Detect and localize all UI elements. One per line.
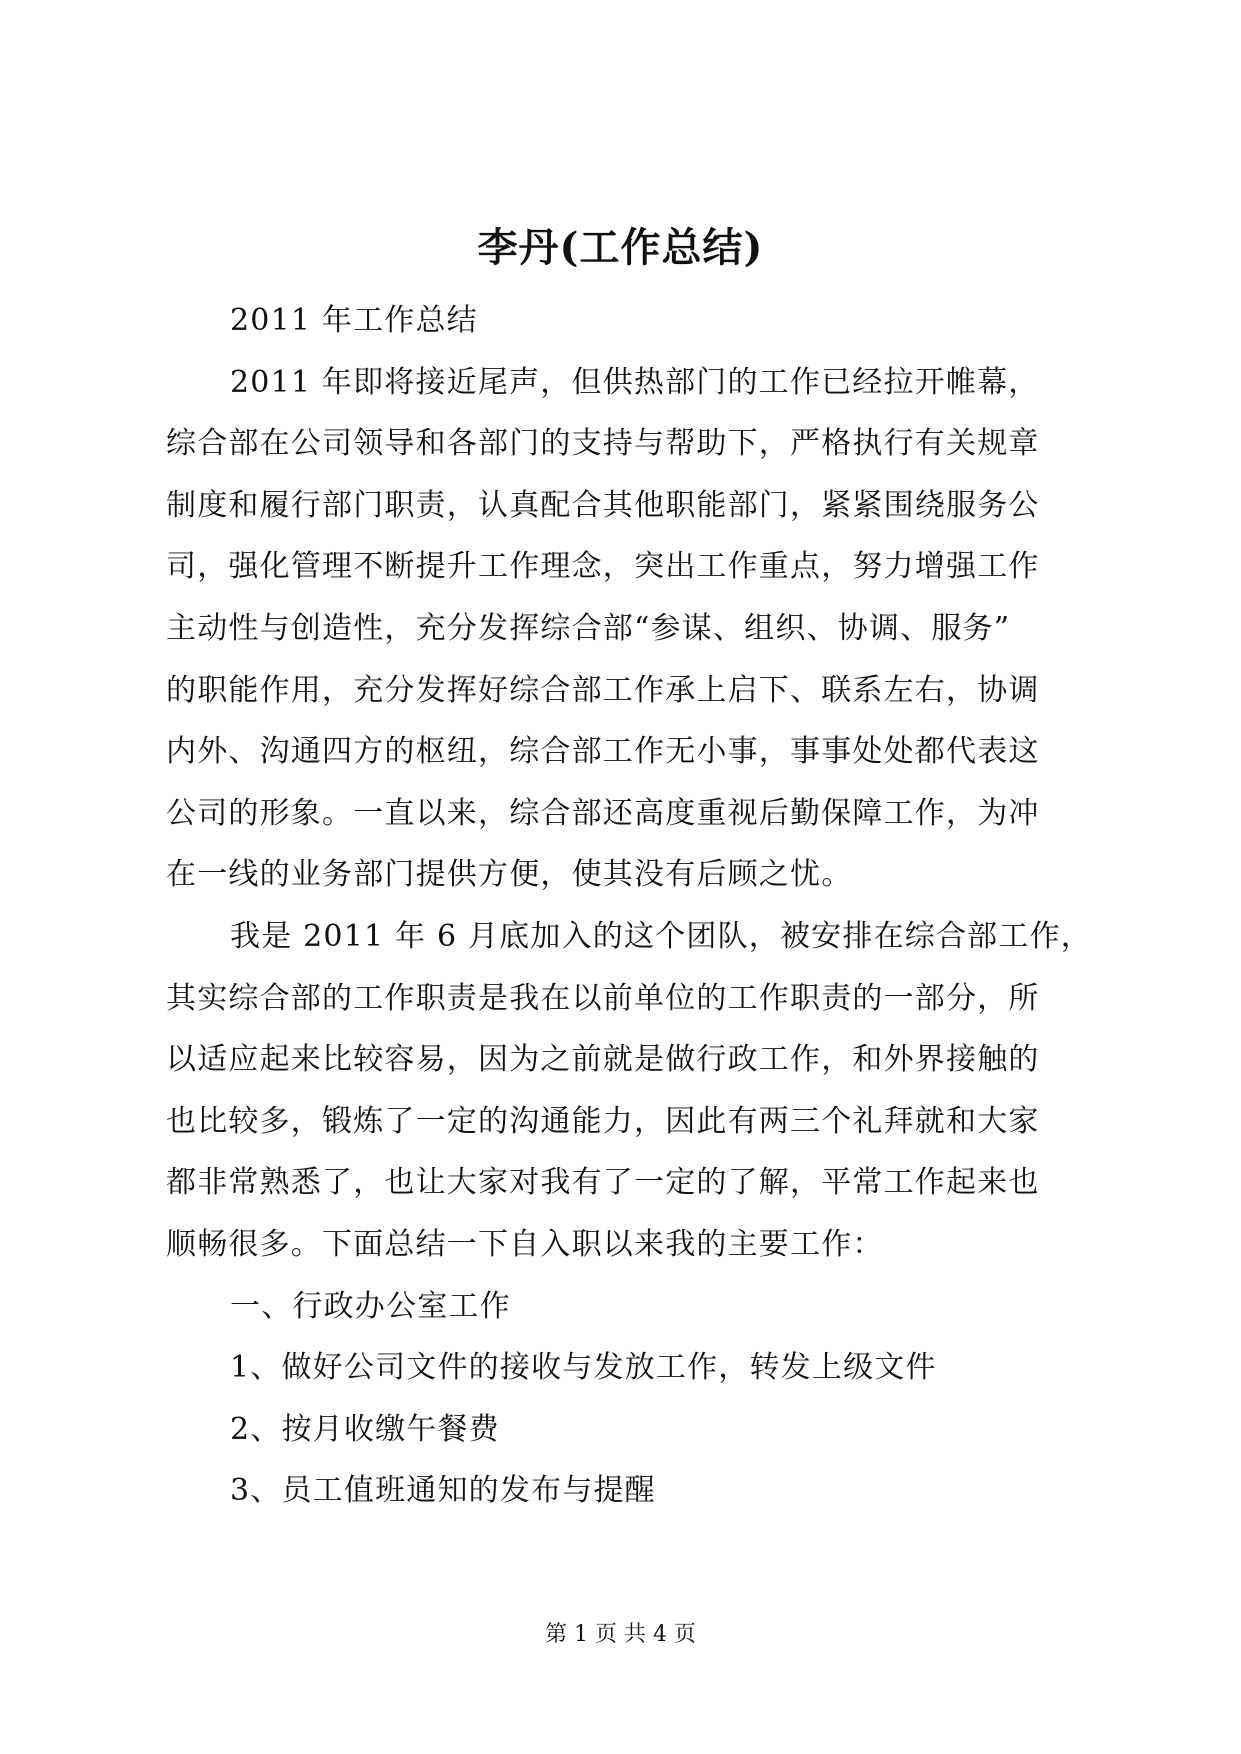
text-line: 制度和履行部门职责，认真配合其他职能部门，紧紧围绕服务公 <box>166 487 1040 523</box>
text-line: 司，强化管理不断提升工作理念，突出工作重点，努力增强工作 <box>166 549 1040 585</box>
text-line: 内外、沟通四方的枢纽，综合部工作无小事，事事处处都代表这 <box>166 734 1040 770</box>
text-line: 主动性与创造性，充分发挥综合部“参谋、组织、协调、服务” <box>166 610 1011 646</box>
text-line: 3、员工值班通知的发布与提醒 <box>230 1473 656 1509</box>
text-line: 的职能作用，充分发挥好综合部工作承上启下、联系左右，协调 <box>166 672 1040 708</box>
text-line: 都非常熟悉了，也让大家对我有了一定的了解，平常工作起来也 <box>166 1165 1040 1201</box>
document-title: 李丹(工作总结) <box>477 224 764 271</box>
text-line: 一、行政办公室工作 <box>230 1288 511 1324</box>
text-line: 也比较多，锻炼了一定的沟通能力，因此有两三个礼拜就和大家 <box>166 1103 1040 1139</box>
text-line: 顺畅很多。下面总结一下自入职以来我的主要工作： <box>166 1226 884 1262</box>
text-line: 综合部在公司领导和各部门的支持与帮助下，严格执行有关规章 <box>166 426 1040 462</box>
text-line: 公司的形象。一直以来，综合部还高度重视后勤保障工作，为冲 <box>166 795 1040 831</box>
text-line: 2011 年即将接近尾声，但供热部门的工作已经拉开帷幕， <box>230 364 1040 400</box>
text-line: 2、按月收缴午餐费 <box>230 1411 500 1447</box>
text-line: 1、做好公司文件的接收与发放工作，转发上级文件 <box>230 1350 937 1386</box>
text-line: 以适应起来比较容易，因为之前就是做行政工作，和外界接触的 <box>166 1042 1040 1078</box>
document-body <box>166 290 1096 1522</box>
text-line: 2011 年工作总结 <box>230 303 478 338</box>
page-footer: 第 1 页 共 4 页 <box>545 1622 696 1647</box>
text-line: 在一线的业务部门提供方便，使其没有后顾之忧。 <box>166 857 853 893</box>
text-line: 我是 2011 年 6 月底加入的这个团队，被安排在综合部工作， <box>230 918 1092 954</box>
text-line: 其实综合部的工作职责是我在以前单位的工作职责的一部分，所 <box>166 980 1040 1016</box>
